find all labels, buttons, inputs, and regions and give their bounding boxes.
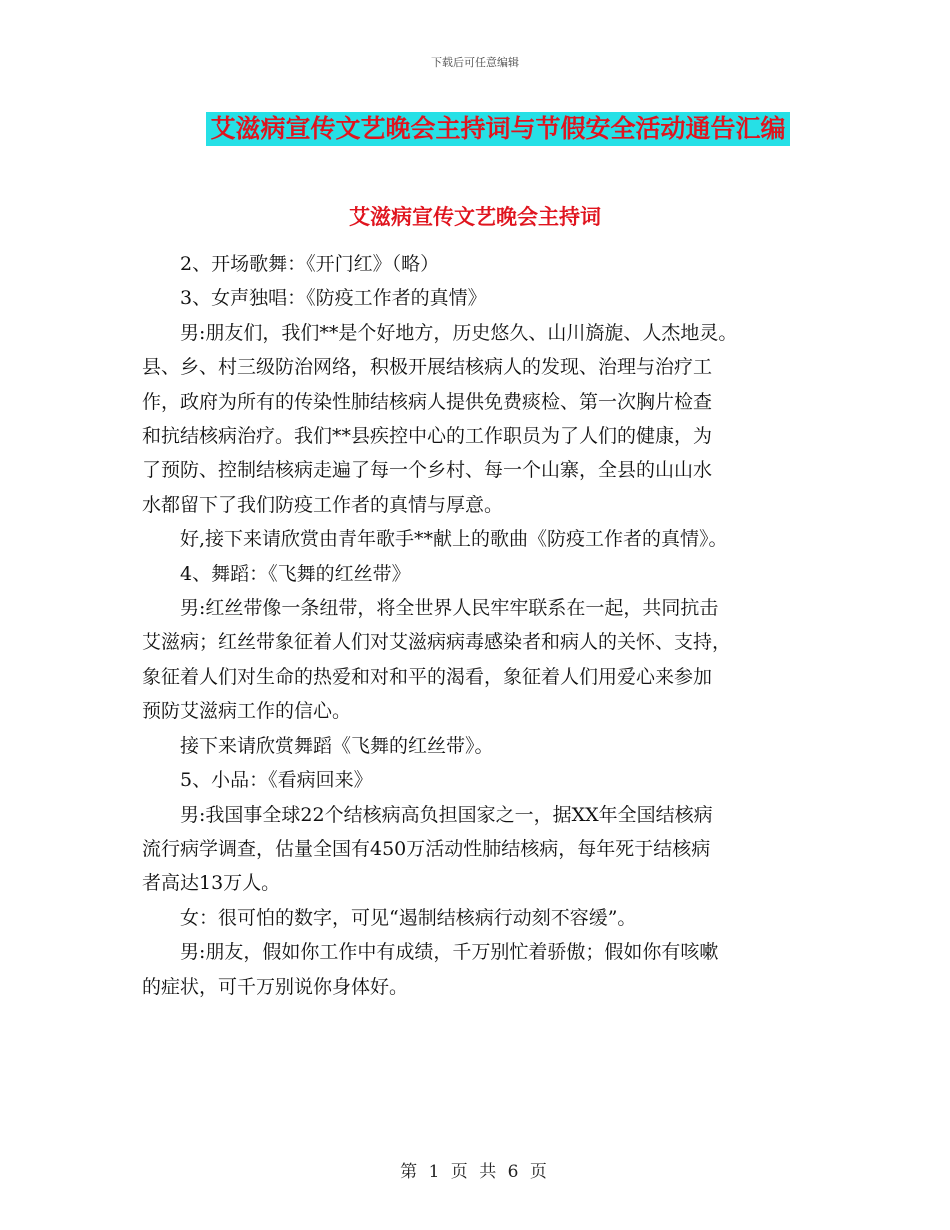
text-line: 男:朋友们，我们**是个好地方，历史悠久、山川旖旎、人杰地灵。 (180, 321, 738, 344)
text-line: 男:红丝带像一条纽带，将全世界人民牢牢联系在一起，共同抗击 (180, 597, 719, 620)
header-note: 下载后可任意编辑 (431, 56, 519, 69)
text-line: 了预防、控制结核病走遍了每一个乡村、每一个山寨，全县的山山水 (142, 459, 713, 482)
paragraph (142, 901, 822, 935)
text-line: 3、女声独唱：《防疫工作者的真情》 (180, 287, 487, 310)
paragraph (142, 281, 822, 315)
page-footer: 第 1 页 共 6 页 (400, 1162, 550, 1182)
main-title: 艾滋病宣传文艺晚会主持词与节假安全活动通告汇编 (206, 112, 789, 146)
text-line: 县、乡、村三级防治网络，积极开展结核病人的发现、治理与治疗工 (142, 356, 713, 379)
text-line: 水都留下了我们防疫工作者的真情与厚意。 (142, 493, 504, 516)
paragraph (142, 557, 822, 591)
paragraph (142, 763, 822, 797)
paragraph (142, 316, 822, 522)
text-line: 男:我国事全球22个结核病高负担国家之一，据XX年全国结核病 (180, 803, 713, 826)
paragraph (142, 935, 822, 1004)
text-line: 和抗结核病治疗。我们**县疾控中心的工作职员为了人们的健康，为 (142, 425, 713, 448)
section-title: 艾滋病宣传文艺晚会主持词 (349, 204, 601, 229)
text-line: 4、舞蹈：《飞舞的红丝带》 (180, 562, 411, 585)
text-line: 的症状，可千万别说你身体好。 (142, 975, 409, 998)
main-title-container (0, 112, 950, 146)
text-line: 艾滋病；红丝带象征着人们对艾滋病病毒感染者和病人的关怀、支持， (142, 631, 732, 654)
paragraph (142, 798, 822, 901)
paragraph (142, 247, 822, 281)
text-line: 好,接下来请欣赏由青年歌手**献上的歌曲《防疫工作者的真情》。 (180, 528, 728, 551)
text-line: 接下来请欣赏舞蹈《飞舞的红丝带》。 (180, 734, 494, 757)
text-line: 2、开场歌舞：《开门红》（略） (180, 253, 440, 275)
text-line: 预防艾滋病工作的信心。 (142, 700, 352, 723)
text-line: 女：很可怕的数字，可见“遏制结核病行动刻不容缓”。 (180, 906, 637, 929)
text-line: 作，政府为所有的传染性肺结核病人提供免费痰检、第一次胸片检查 (142, 390, 713, 413)
text-line: 者高达13万人。 (142, 872, 281, 895)
text-line: 5、小品：《看病回来》 (180, 769, 373, 792)
document-body (142, 247, 822, 1004)
paragraph (142, 522, 822, 556)
text-line: 男:朋友，假如你工作中有成绩，千万别忙着骄傲；假如你有咳嗽 (180, 941, 719, 964)
text-line: 流行病学调查，估量全国有450万活动性肺结核病，每年死于结核病 (142, 837, 711, 860)
text-line: 象征着人们对生命的热爱和对和平的渴看，象征着人们用爱心来参加 (142, 665, 713, 688)
paragraph (142, 591, 822, 729)
paragraph (142, 729, 822, 763)
